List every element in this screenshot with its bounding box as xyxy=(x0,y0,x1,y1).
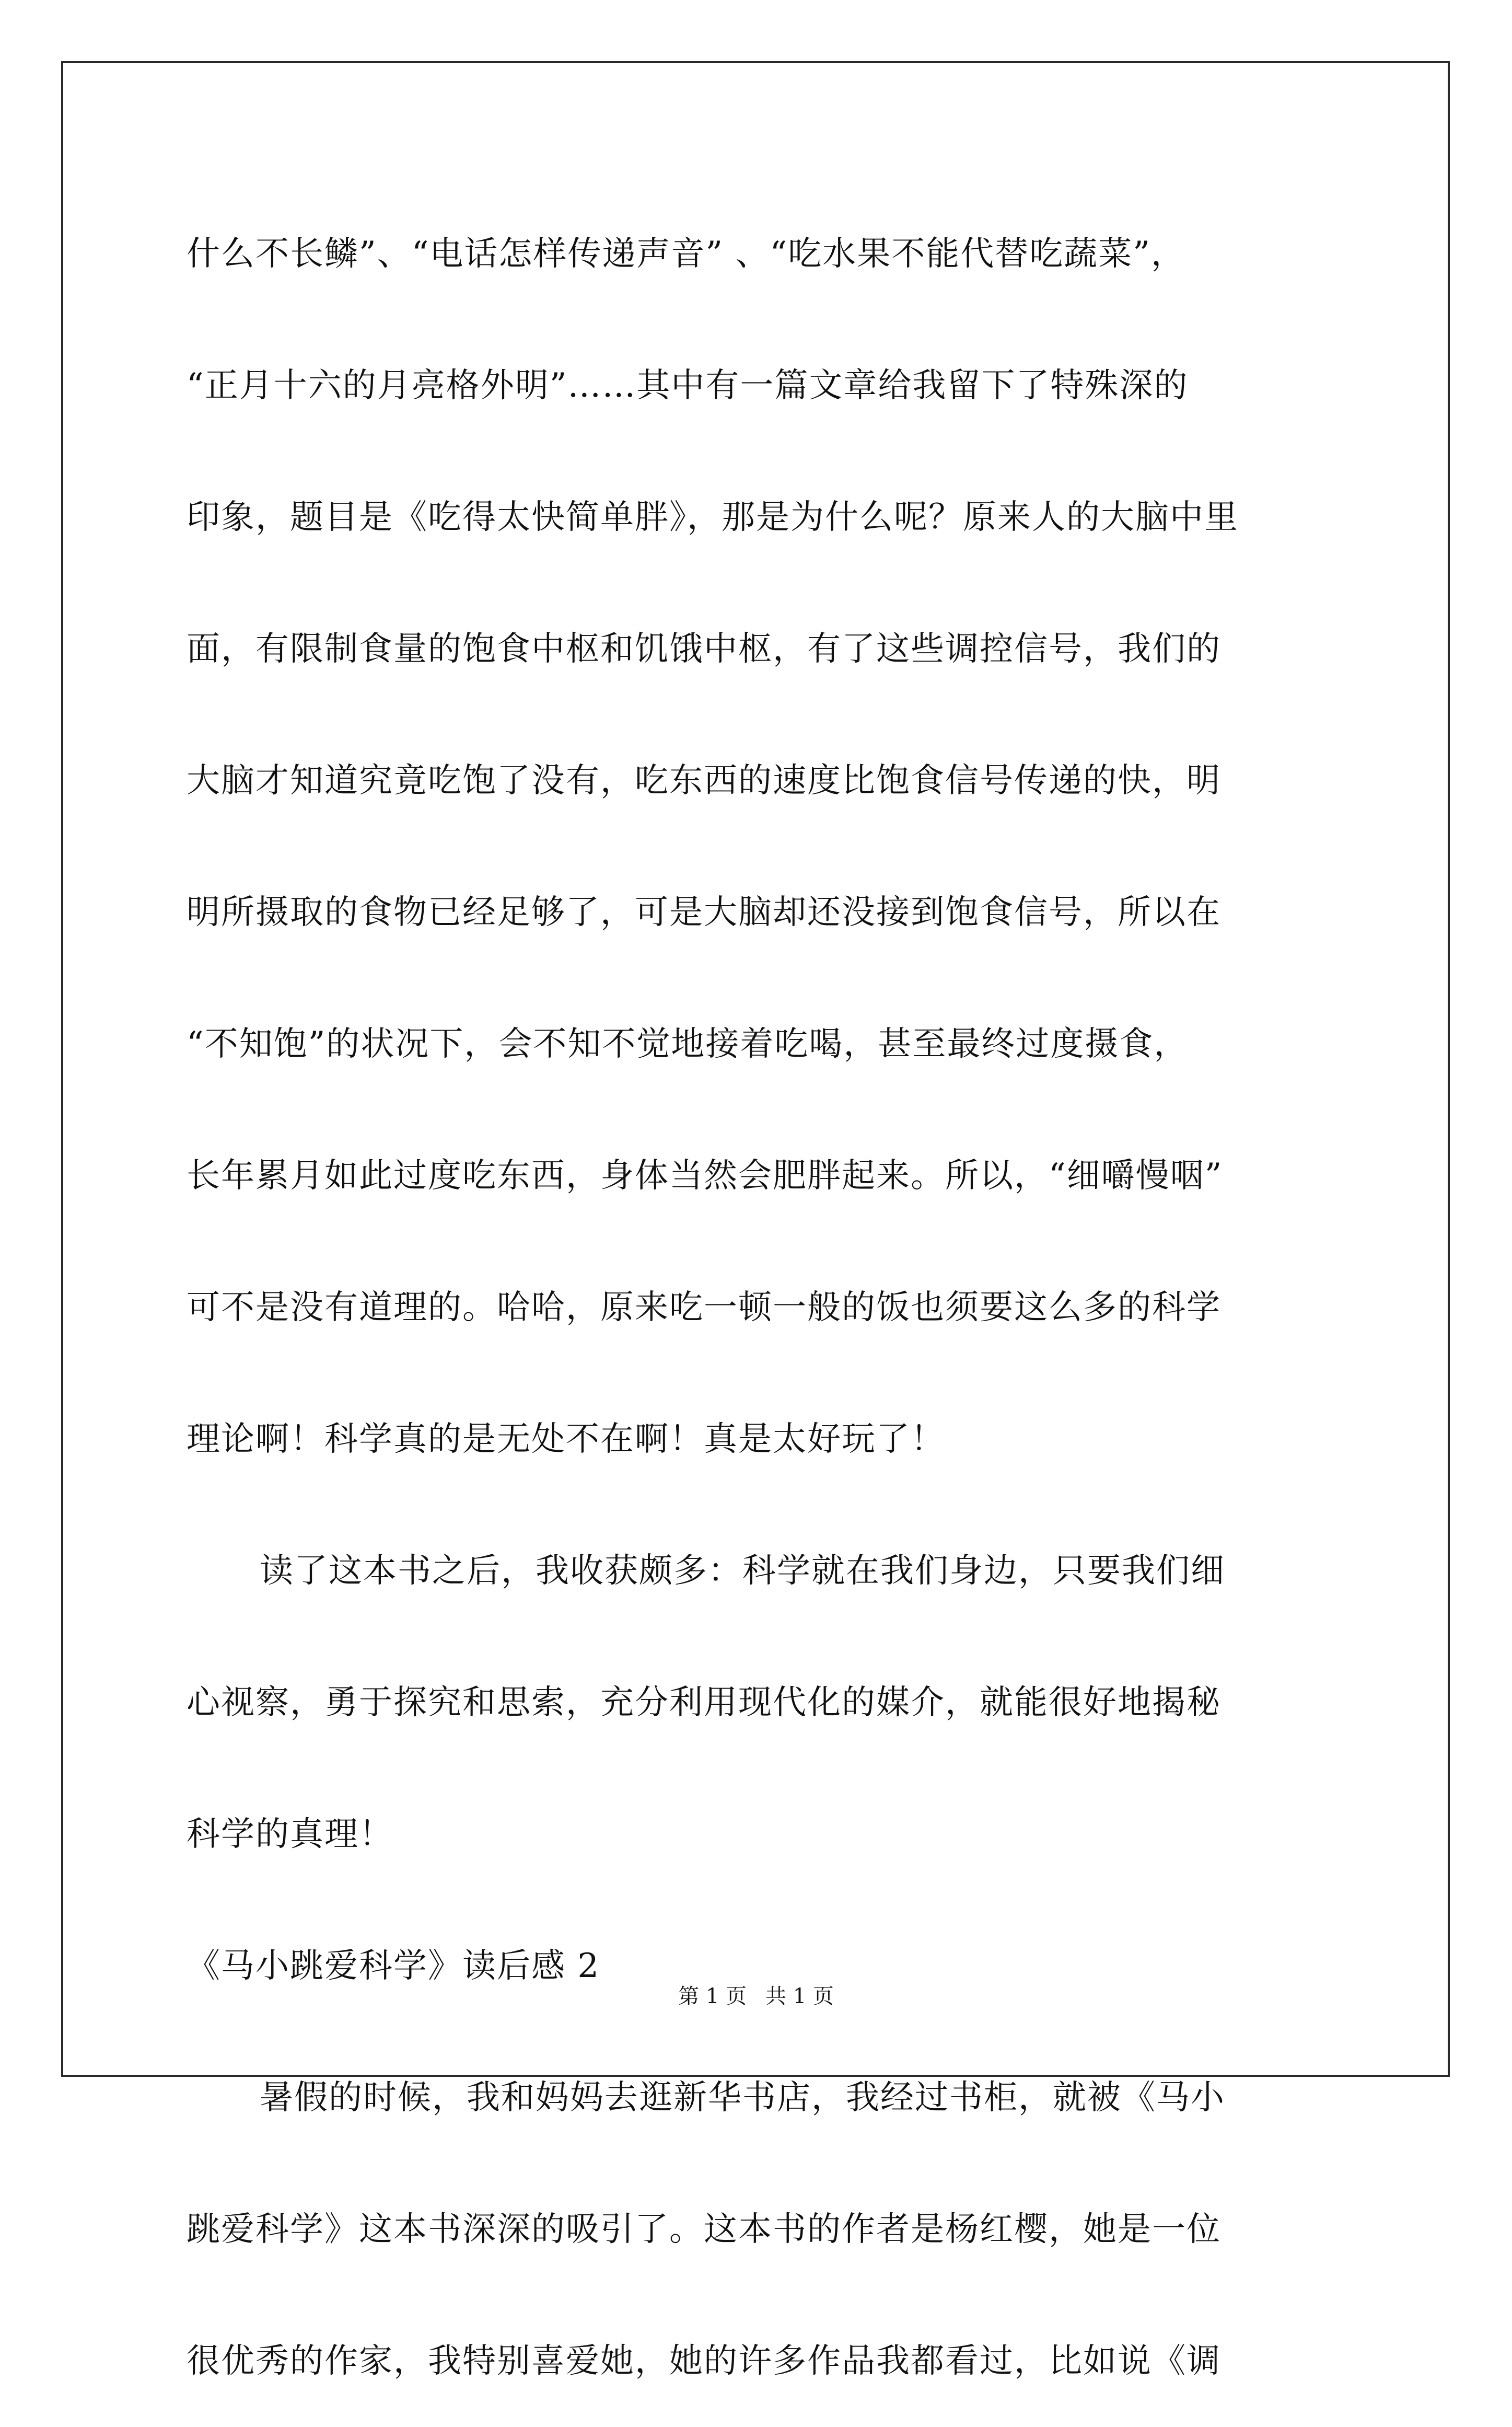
paragraph-start-line: 暑假的时候，我和妈妈去逛新华书店，我经过书柜，就被《马小 xyxy=(260,2078,1225,2117)
page-number: 第 1 页 xyxy=(678,1984,747,2008)
body-line: 什么不长鳞”、“电话怎样传递声音” 、“吃水果不能代替吃蔬菜”， xyxy=(187,235,1185,273)
body-line: 跳爱科学》这本书深深的吸引了。这本书的作者是杨红樱，她是一位 xyxy=(187,2210,1221,2249)
body-line: 很优秀的作家，我特别喜爱她，她的许多作品我都看过，比如说《调 xyxy=(187,2342,1221,2380)
section-heading: 《马小跳爱科学》读后感 2 xyxy=(187,1947,600,1985)
document-body xyxy=(187,188,1357,2427)
body-line: 科学的真理！ xyxy=(187,1815,393,1854)
body-line: 可不是没有道理的。哈哈，原来吃一顿一般的饭也须要这么多的科学 xyxy=(187,1288,1221,1327)
body-line: 明所摄取的食物已经足够了，可是大脑却还没接到饱食信号，所以在 xyxy=(187,893,1221,932)
body-line: 理论啊！科学真的是无处不在啊！真是太好玩了！ xyxy=(187,1420,945,1459)
body-line: “不知饱”的状况下，会不知不觉地接着吃喝，甚至最终过度摄食， xyxy=(187,1025,1189,1064)
body-line: “正月十六的月亮格外明”……其中有一篇文章给我留下了特殊深的 xyxy=(187,366,1189,405)
body-line: 长年累月如此过度吃东西，身体当然会肥胖起来。所以，“细嚼慢咽” xyxy=(187,1157,1223,1195)
body-line: 印象，题目是《吃得太快简单胖》，那是为什么呢？原来人的大脑中里 xyxy=(187,498,1239,537)
body-line: 大脑才知道究竟吃饱了没有，吃东西的速度比饱食信号传递的快，明 xyxy=(187,761,1221,800)
page-total: 共 1 页 xyxy=(765,1984,834,2008)
page-footer xyxy=(0,1981,1512,2012)
body-line: 面，有限制食量的饱食中枢和饥饿中枢，有了这些调控信号，我们的 xyxy=(187,630,1221,668)
paragraph-start-line: 读了这本书之后，我收获颇多：科学就在我们身边，只要我们细 xyxy=(260,1552,1225,1590)
body-line: 心视察，勇于探究和思索，充分利用现代化的媒介，就能很好地揭秘 xyxy=(187,1683,1221,1722)
